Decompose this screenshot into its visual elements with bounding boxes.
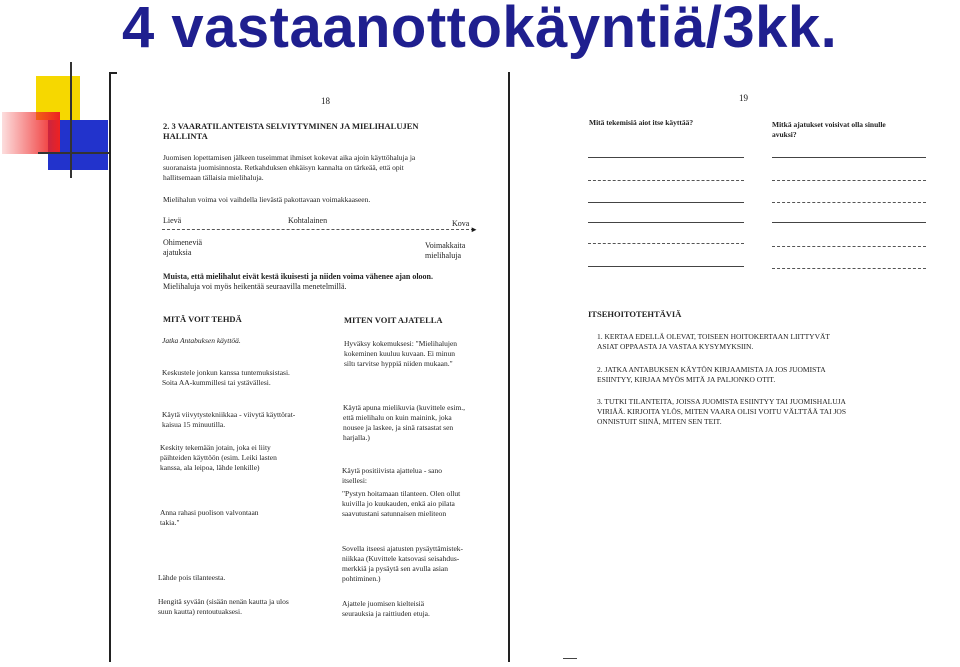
- answer-line: [588, 266, 744, 267]
- homework-task: 1. KERTAA EDELLÄ OLEVAT, TOISEEN HOITOKERTAAN LIITTYVÄT: [597, 332, 831, 341]
- do-item: Lähde pois tilanteesta.: [158, 573, 226, 582]
- think-item: "Pystyn hoitamaan tilanteen. Olen ollut: [342, 489, 461, 498]
- answer-line: [772, 157, 926, 158]
- do-item: Hengitä syvään (sisään nenän kautta ja ulos: [158, 597, 289, 606]
- think-item: saavutustani satunnaisen mieliteon: [342, 509, 447, 518]
- answer-line: [772, 222, 926, 223]
- do-item: suun kautta) rentoutuaksesi.: [158, 607, 242, 616]
- homework-task: ESIINTYY, KIRJAA MYÖS MITÄ JA PALJONKO OTIT.: [597, 375, 776, 384]
- arrow-right-icon: ►: [470, 225, 478, 234]
- do-item: Keskustele jonkun kanssa tuntemuksistasi.: [162, 368, 290, 377]
- footer-mark: [563, 658, 577, 659]
- answer-line: [588, 222, 744, 223]
- think-item: seurauksia ja raittiuden etuja.: [342, 609, 430, 618]
- think-item: kokeminen kuuluu kuvaan. Ei minun: [344, 349, 456, 358]
- do-item: kanssa, ala leipoa, lähde lenkille): [160, 463, 260, 472]
- right-page-edge: [508, 72, 510, 662]
- homework-task: ASIAT OPPAASTA JA VASTAA KYSYMYKSIIN.: [597, 342, 754, 351]
- homework-task: VIRIÄÄ. KIRJOITA YLÖS, MITEN VAARA OLISI VOITU VÄLTTÄÄ TAI JOS: [597, 407, 847, 416]
- homework-task: 3. TUTKI TILANTEITA, JOISSA JUOMISTA ESIINTYY TAI JUOMISHALUJA: [597, 397, 846, 406]
- think-item: niikkaa (Kuvittele katsovasi seisahdus-: [342, 554, 460, 563]
- do-item: Käytä viivytystekniikkaa - viivytä käyttörat-: [162, 410, 296, 419]
- section-heading-line2: HALLINTA: [163, 131, 208, 141]
- think-item: että mielihalu on kuin mainink, joka: [343, 413, 452, 422]
- do-item: Keskity tekemään jotain, joka ei liity: [160, 443, 271, 452]
- question-actions: Mitä tekemisiä aiot itse käyttää?: [589, 118, 694, 127]
- think-item: nousee ja laskee, ja sinä ratsastat sen: [343, 423, 454, 432]
- left-page-number: 18: [321, 96, 330, 106]
- think-item: Käytä apuna mielikuvia (kuvittele esim.,: [343, 403, 466, 412]
- think-item: harjalla.): [343, 433, 370, 442]
- think-item: Ajattele juomisen kielteisiä: [342, 599, 425, 608]
- think-item: Sovella itseesi ajatusten pysäyttämistek-: [342, 544, 464, 553]
- scale-moderate-label: Kohtalainen: [288, 216, 328, 225]
- think-item: Käytä positiivista ajattelua - sano: [342, 466, 442, 475]
- intensity-scale-line: [162, 225, 478, 234]
- answer-line: [588, 202, 744, 203]
- do-item: päihteiden käyttöön (esim. Leiki lasten: [160, 453, 277, 462]
- answer-line: [772, 202, 926, 203]
- think-item: merkkiä ja pysäytä sen avulla asian: [342, 564, 449, 573]
- section-heading-line1: 2. 3 VAARATILANTEISTA SELVIYTYMINEN JA MIELIHALUJEN: [163, 121, 419, 131]
- homework-task: 2. JATKA ANTABUKSEN KÄYTÖN KIRJAAMISTA JA JOS JUOMISTA: [597, 365, 826, 374]
- do-item: Jatka Antabuksen käyttöä.: [162, 336, 241, 345]
- column-title-do: MITÄ VOIT TEHDÄ: [163, 314, 242, 324]
- methods-intro: Mielihaluja voi myös heikentää seuraavilla menetelmillä.: [163, 282, 347, 291]
- think-item: pohtiminen.): [342, 574, 381, 583]
- do-item: Soita AA-kummillesi tai ystävällesi.: [162, 378, 271, 387]
- homework-title: ITSEHOITOTEHTÄVIÄ: [588, 309, 682, 319]
- left-page-corner: [109, 72, 117, 74]
- answer-line: [588, 180, 744, 181]
- scale-mild-label: Lievä: [163, 216, 182, 225]
- scale-strong-label: Kova: [452, 219, 470, 228]
- question-thoughts: avuksi?: [772, 130, 797, 139]
- remember-note: Muista, että mielihalut eivät kestä ikuisesti ja niiden voima vähenee ajan oloon.: [163, 272, 433, 281]
- slide-title: 4 vastaanottokäyntiä/3kk.: [122, 0, 838, 60]
- scale-right-desc: mielihaluja: [425, 251, 461, 260]
- intro-paragraph-line: hallitsemaan tällaisia mielihaluja.: [163, 173, 264, 182]
- intro-paragraph-line: Juomisen lopettamisen jälkeen tuseimmat ihmiset kokevat aika ajoin käyttöhaluja ja: [163, 153, 416, 162]
- answer-line: [772, 180, 926, 181]
- do-item: takia.": [160, 518, 180, 527]
- think-item: siltı tarvitse hyppiä niiden mukaan.": [344, 359, 453, 368]
- answer-line: [772, 268, 926, 269]
- answer-line: [772, 246, 926, 247]
- question-thoughts: Mitkä ajatukset voisivat olla sinulle: [772, 120, 886, 129]
- answer-line: [588, 243, 744, 244]
- decorative-squares-icon: [0, 62, 112, 182]
- scale-left-desc: ajatuksia: [163, 248, 192, 257]
- answer-line: [588, 157, 744, 158]
- scale-right-desc: Voimakkaita: [425, 241, 466, 250]
- column-title-think: MITEN VOIT AJATELLA: [344, 315, 443, 325]
- think-item: kuivilla jo kuukauden, enkä aio pilata: [342, 499, 455, 508]
- do-item: kaisua 15 minuutilla.: [162, 420, 226, 429]
- think-item: itsellesi:: [342, 476, 367, 485]
- scale-left-desc: Ohimeneviä: [163, 238, 203, 247]
- right-page-number: 19: [739, 93, 748, 103]
- intensity-paragraph: Mielihalun voima voi vaihdella lievästä pakottavaan voimakkaaseen.: [163, 195, 371, 204]
- intro-paragraph-line: suoranaista juomisinnosta. Retkahduksen ehkäisyn kannalta on tärkeää, että opit: [163, 163, 404, 172]
- do-item: Anna rahasi puolison valvontaan: [160, 508, 259, 517]
- homework-task: ONNISTUIT SIINÄ, MITEN SEN TEIT.: [597, 417, 722, 426]
- left-page-edge: [109, 72, 111, 662]
- think-item: Hyväksy kokemuksesi: "Mielihalujen: [344, 339, 458, 348]
